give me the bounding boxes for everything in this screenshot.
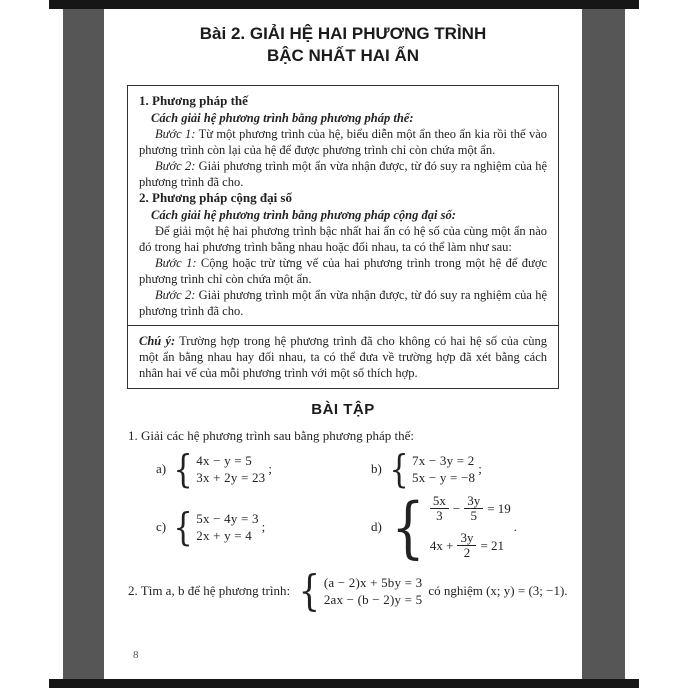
system-brace: {	[173, 505, 193, 550]
step-label: Bước 1:	[155, 256, 197, 270]
fraction: $\frac{3y}{2}$	[457, 531, 476, 561]
systems-grid	[156, 447, 582, 566]
textbook-page	[104, 9, 582, 679]
lesson-title-line2: BẬC NHẤT HAI ẨN	[266, 46, 420, 65]
note-box	[128, 325, 558, 388]
note-paragraph	[139, 333, 547, 381]
system-a-equations	[196, 453, 265, 486]
problem2-prefix: 2. Tìm a, b để hệ phương trình:	[128, 583, 291, 599]
system-a-label: a)	[156, 461, 167, 477]
theory-box	[127, 85, 559, 389]
step-label: Bước 1:	[155, 127, 196, 141]
theory-main	[128, 86, 558, 325]
system-a	[156, 447, 371, 491]
equation: 3x + 2y = 23	[196, 469, 266, 485]
note-label: Chú ý:	[139, 334, 176, 348]
system-b-punct: ;	[478, 461, 482, 477]
page-number: 8	[133, 649, 139, 661]
section2-step1	[139, 255, 547, 287]
system-b	[371, 447, 582, 491]
note-text: Trường hợp trong hệ phương trình đã cho không có hai hệ số của cùng một ẩn bằng nhau hay đối nhau, ta có thể đưa về trường hợp đã xét bằng cách nhân hai vế của mỗi phương trình với một số thích hợp.	[139, 334, 547, 380]
system-c	[156, 505, 371, 550]
photo-backdrop-right	[582, 0, 625, 688]
term: 4x +	[429, 537, 454, 553]
equation	[430, 494, 511, 524]
equation: 5x − 4y = 3	[196, 510, 259, 526]
equation: (a − 2)x + 5by = 3	[323, 574, 423, 590]
equation	[430, 531, 511, 561]
step-text: Từ một phương trình của hệ, biểu diễn một ẩn theo ẩn kia rồi thế vào phương trình còn lại của hệ để được phương trình chỉ còn chứa một ẩn.	[139, 127, 547, 157]
fraction: $\frac{3y}{5}$	[464, 494, 483, 524]
system-brace: {	[173, 447, 193, 491]
step-text: Giải phương trình một ẩn vừa nhận được, từ đó suy ra nghiệm của hệ phương trình đã cho.	[139, 159, 547, 189]
section1-heading: 1. Phương pháp thế	[139, 93, 248, 108]
system-d-punct: .	[513, 519, 518, 535]
section2-subheading: Cách giải hệ phương trình bằng phương pháp cộng đại số:	[151, 208, 456, 222]
section1-step1	[139, 126, 547, 158]
system-a-punct: ;	[268, 461, 272, 477]
equation: 5x − y = −8	[412, 469, 476, 485]
lesson-title-line1: Bài 2. GIẢI HỆ HAI PHƯƠNG TRÌNH	[199, 24, 487, 43]
photo-backdrop-left	[63, 0, 105, 688]
equation: 4x − y = 5	[196, 452, 252, 468]
equals-rhs: = 21	[480, 537, 505, 553]
system-d	[371, 488, 582, 566]
lesson-title	[104, 23, 582, 67]
system-brace: {	[391, 488, 425, 566]
step-text: Cộng hoặc trừ từng vế của hai phương trình trong một hệ để được phương trình chỉ còn chứa một ẩn.	[139, 256, 547, 286]
operator: −	[452, 500, 461, 516]
system-b-label: b)	[371, 461, 382, 477]
step-label: Bước 2:	[155, 159, 196, 173]
exercises-heading: BÀI TẬP	[311, 401, 375, 418]
problem2-statement	[128, 566, 582, 616]
problem2-equations	[324, 575, 423, 608]
step-text: Giải phương trình một ẩn vừa nhận được, từ đó suy ra nghiệm của hệ phương trình đã cho.	[139, 288, 547, 318]
system-c-punct: ;	[261, 519, 266, 535]
system-b-equations	[412, 453, 475, 486]
system-brace: {	[298, 566, 321, 616]
photo-edge-bar-bottom	[49, 679, 639, 688]
photo-edge-bar-top	[49, 0, 639, 9]
fraction: $\frac{5x}{3}$	[430, 494, 449, 524]
equation: 7x − 3y = 2	[412, 452, 475, 468]
step-label: Bước 2:	[155, 288, 196, 302]
section1-subheading: Cách giải hệ phương trình bằng phương pháp thế:	[151, 111, 414, 125]
problem1-statement: 1. Giải các hệ phương trình sau bằng phương pháp thế:	[128, 428, 414, 443]
system-c-equations	[196, 511, 258, 544]
system-brace: {	[389, 447, 409, 491]
section2-step2	[139, 287, 547, 319]
equation: 2ax − (b − 2)y = 5	[323, 591, 423, 607]
section2-intro: Để giải một hệ hai phương trình bậc nhất hai ẩn có hệ số của cùng một ẩn nào đó trong hai phương trình bằng nhau hoặc đối nhau, ta có thể làm như sau:	[139, 224, 547, 254]
equals-rhs: = 19	[487, 500, 511, 516]
equation: 2x + y = 4	[196, 527, 252, 543]
section1-step2	[139, 158, 547, 190]
system-d-label: d)	[371, 519, 382, 535]
system-d-equations	[430, 494, 511, 560]
section2-heading: 2. Phương pháp cộng đại số	[139, 190, 292, 205]
system-c-label: c)	[156, 519, 167, 535]
problem2-suffix: có nghiệm (x; y) = (3; −1).	[428, 583, 568, 599]
